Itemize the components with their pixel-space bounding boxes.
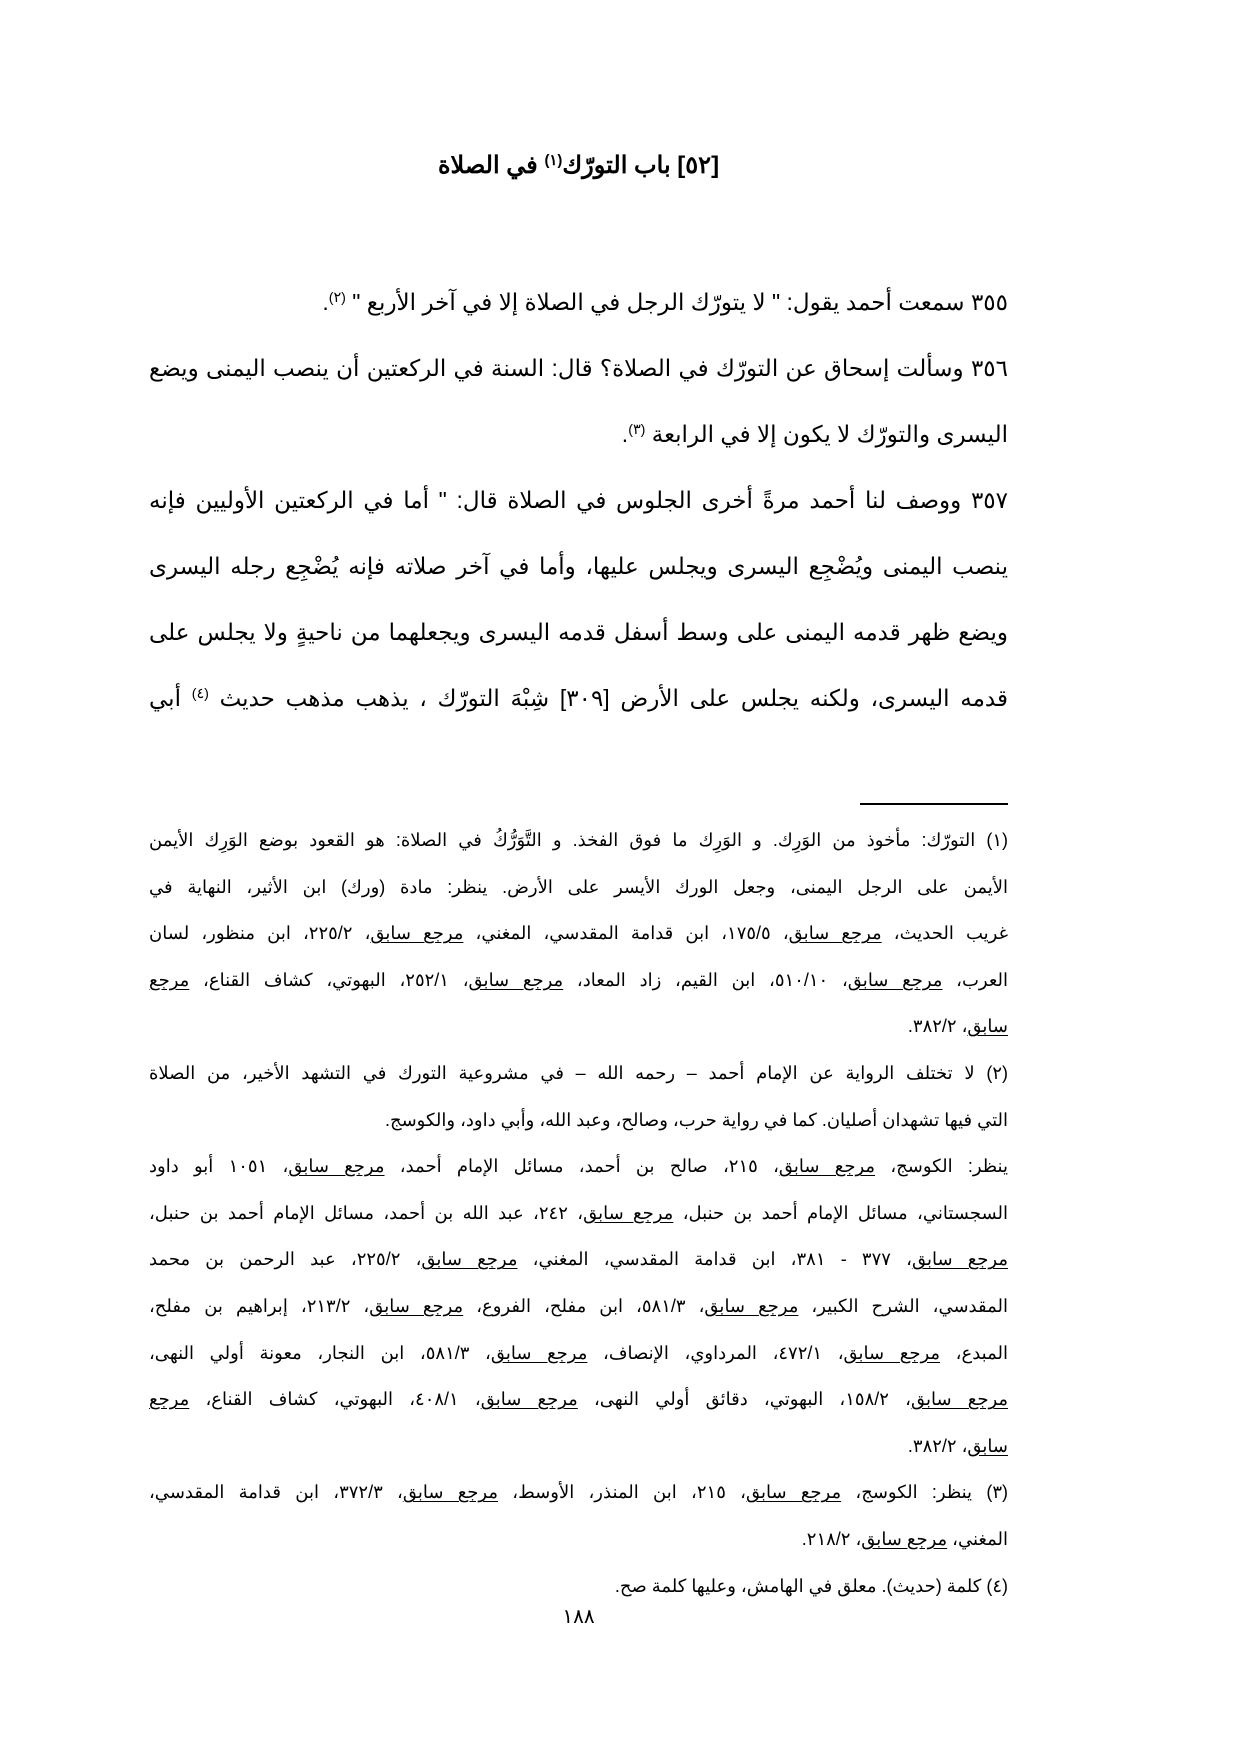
reference-citation: مرجع سابق bbox=[421, 1249, 518, 1270]
reference-citation: سابق bbox=[967, 1435, 1008, 1456]
footnote-line bbox=[149, 1476, 1008, 1523]
reference-citation: مرجع سابق bbox=[402, 1482, 498, 1503]
text-run: ، ٥٨١/٣، ابن النجار، معونة أولي النهى، bbox=[149, 1342, 491, 1363]
text-run: ينصب اليمنى ويُضْجِع اليسرى ويجلس عليها، وأما في آخر صلاته فإنه يُضْجِع رجله اليسرى bbox=[149, 553, 1008, 579]
reference-citation: سابق bbox=[967, 1016, 1008, 1037]
footnote-reference: (١) bbox=[544, 152, 563, 169]
text-run: ، ١٧٥/٥، ابن قدامة المقدسي، المغني، bbox=[463, 923, 789, 944]
reference-citation: مرجع سابق bbox=[704, 1295, 799, 1316]
text-run: العرب، bbox=[942, 969, 1009, 990]
footnote-line bbox=[149, 871, 1008, 918]
footnote-separator bbox=[860, 803, 1008, 805]
chapter-title bbox=[149, 148, 1008, 184]
reference-citation: مرجع سابق bbox=[370, 923, 464, 944]
footnotes bbox=[149, 824, 1008, 1616]
text-run: ، ٢٢٥/٢، عبد الرحمن بن محمد bbox=[149, 1249, 422, 1270]
reference-citation: مرجع سابق bbox=[843, 1342, 941, 1363]
footnote-line bbox=[149, 1337, 1008, 1384]
text-run: ، ٢٤٢، عبد الله بن أحمد، مسائل الإمام أحمد بن حنبل، bbox=[149, 1202, 584, 1223]
text-run: . bbox=[621, 421, 629, 447]
footnote-line bbox=[149, 1150, 1008, 1197]
text-run: ويضع ظهر قدمه اليمنى على وسط أسفل قدمه اليسرى ويجعلهما من ناحيةٍ ولا يجلس على bbox=[149, 619, 1008, 645]
reference-citation: مرجع سابق bbox=[847, 969, 943, 990]
text-run: ، ١٠٥١ أبو داود bbox=[149, 1156, 289, 1177]
text-run: ، ٣٨٢/٢. bbox=[907, 1016, 968, 1037]
text-run: (٣) ينظر: الكوسج، bbox=[841, 1482, 1009, 1503]
text-run: ينظر: الكوسج، bbox=[875, 1156, 1008, 1177]
text-run: المبدع، bbox=[940, 1342, 1009, 1363]
reference-citation: مرجع سابق bbox=[288, 1156, 385, 1177]
text-run: السجستاني، مسائل الإمام أحمد بن حنبل، bbox=[673, 1202, 1009, 1223]
text-run: ، ١٥٨/٢، البهوتي، دقائق أولي النهى، bbox=[577, 1389, 911, 1410]
footnote-line bbox=[149, 1383, 1008, 1430]
footnote-2 bbox=[149, 1057, 1008, 1476]
reference-citation: مرجع bbox=[149, 969, 190, 990]
text-run: [٥٢] باب التورّك bbox=[562, 152, 720, 179]
footnote-line bbox=[149, 1243, 1008, 1290]
reference-citation: مرجع سابق bbox=[480, 1389, 578, 1410]
footnote-line bbox=[149, 1104, 1008, 1151]
footnote-line bbox=[149, 1010, 1008, 1057]
body-line bbox=[149, 480, 1008, 546]
body-text bbox=[149, 282, 1008, 744]
page-number: ١٨٨ bbox=[562, 1606, 595, 1628]
text-run: ، ٢٥٢/١، البهوتي، كشاف القناع، bbox=[189, 969, 469, 990]
reference-citation: مرجع سابق bbox=[861, 1528, 948, 1549]
footnote-reference: (٢) bbox=[328, 290, 346, 307]
text-run: ، ٣٧٢/٣، ابن قدامة المقدسي، bbox=[149, 1482, 403, 1503]
text-run: ، ٥١٠/١٠، ابن القيم، زاد المعاد، bbox=[563, 969, 848, 990]
footnote-line bbox=[149, 964, 1008, 1011]
text-run: ، ٢١٥، صالح بن أحمد، مسائل الإمام أحمد، bbox=[384, 1156, 779, 1177]
footnote-line bbox=[149, 1197, 1008, 1244]
reference-citation: مرجع سابق bbox=[788, 923, 882, 944]
text-run: ، ٢١٣/٢، إبراهيم بن مفلح، bbox=[149, 1295, 370, 1316]
footnote-3 bbox=[149, 1476, 1008, 1569]
body-line bbox=[149, 612, 1008, 678]
footnote-line bbox=[149, 1523, 1008, 1570]
footnote-line bbox=[149, 1057, 1008, 1104]
reference-citation: مرجع سابق bbox=[490, 1342, 588, 1363]
text-run: (٢) لا تختلف الرواية عن الإمام أحمد – رحمه الله – في مشروعية التورك في التشهد الأخير، من الصلاة bbox=[149, 1062, 1008, 1083]
reference-citation: مرجع bbox=[149, 1389, 190, 1410]
text-run: ، ٣٨٢/٢. bbox=[907, 1435, 968, 1456]
text-run: ، ٣٧٧ - ٣٨١، ابن قدامة المقدسي، المغني، bbox=[517, 1249, 912, 1270]
text-run: ، ٢١٥، ابن المنذر، الأوسط، bbox=[498, 1482, 746, 1503]
text-run: ، ٢٢٥/٢، ابن منظور، لسان bbox=[149, 923, 371, 944]
text-run: (١) التورّك: مأخوذ من الوَرِك. و الوَرِك ما فوق الفخذ. و التَّوَرُّكُ في الصلاة: هو القعود بوضع الوَرِك الأيمن bbox=[149, 830, 1008, 850]
footnote-reference: (٤) bbox=[191, 686, 209, 703]
reference-citation: مرجع سابق bbox=[583, 1202, 674, 1223]
text-run: قدمه اليسرى، ولكنه يجلس على الأرض [٣٠٩] شِبْهَ التورّك ، يذهب مذهب حديث bbox=[208, 685, 1008, 711]
text-run: المغني، bbox=[947, 1528, 1008, 1549]
body-line bbox=[149, 414, 1008, 480]
text-run: ٣٥٥ سمعت أحمد يقول: " لا يتورّك الرجل في الصلاة إلا في آخر الأربع " bbox=[345, 289, 1008, 315]
text-run: (٤) كلمة (حديث). معلق في الهامش، وعليها كلمة صح. bbox=[614, 1575, 1008, 1596]
text-run: التي فيها تشهدان أصليان. كما في رواية حرب، وصالح، وعبد الله، وأبي داود، والكوسج. bbox=[384, 1109, 1008, 1130]
reference-citation: مرجع سابق bbox=[778, 1156, 876, 1177]
reference-citation: مرجع سابق bbox=[911, 1249, 1009, 1270]
body-line bbox=[149, 678, 1008, 744]
text-run: ٣٥٦ وسألت إسحاق عن التورّك في الصلاة؟ قال: السنة في الركعتين أن ينصب اليمنى ويضع bbox=[149, 355, 1008, 381]
text-run: ، ٢١٨/٢. bbox=[801, 1528, 862, 1549]
body-line bbox=[149, 546, 1008, 612]
body-line bbox=[149, 348, 1008, 414]
footnote-line bbox=[149, 824, 1008, 871]
reference-citation: مرجع سابق bbox=[745, 1482, 842, 1503]
footnote-line bbox=[149, 1430, 1008, 1477]
text-run: ، ٤٠٨/١، البهوتي، كشاف القناع، bbox=[189, 1389, 481, 1410]
text-run: ٣٥٧ ووصف لنا أحمد مرةً أخرى الجلوس في الصلاة قال: " أما في الركعتين الأوليين فإنه bbox=[149, 487, 1008, 513]
reference-citation: مرجع سابق bbox=[910, 1389, 1009, 1410]
footnote-reference: (٣) bbox=[628, 422, 646, 439]
footnote-line bbox=[149, 1290, 1008, 1337]
text-run: ، ٥٨١/٣، ابن مفلح، الفروع، bbox=[463, 1295, 705, 1316]
text-run: الأيمن على الرجل اليمنى، وجعل الورك الأيسر على الأرض. ينظر: مادة (ورك) ابن الأثير، النهاية في bbox=[149, 876, 1008, 897]
text-run: المقدسي، الشرح الكبير، bbox=[798, 1295, 1009, 1316]
text-run: اليسرى والتورّك لا يكون إلا في الرابعة bbox=[645, 421, 1008, 447]
reference-citation: مرجع سابق bbox=[369, 1295, 464, 1316]
text-run: غريب الحديث، bbox=[881, 923, 1008, 944]
text-run: ، ٤٧٢/١، المرداوي، الإنصاف، bbox=[587, 1342, 844, 1363]
footnote-1 bbox=[149, 824, 1008, 1057]
text-run: أبي bbox=[149, 685, 192, 711]
footnote-line bbox=[149, 917, 1008, 964]
text-run: . bbox=[322, 289, 329, 315]
text-run: في الصلاة bbox=[437, 152, 545, 179]
reference-citation: مرجع سابق bbox=[468, 969, 564, 990]
body-line bbox=[149, 282, 1008, 348]
